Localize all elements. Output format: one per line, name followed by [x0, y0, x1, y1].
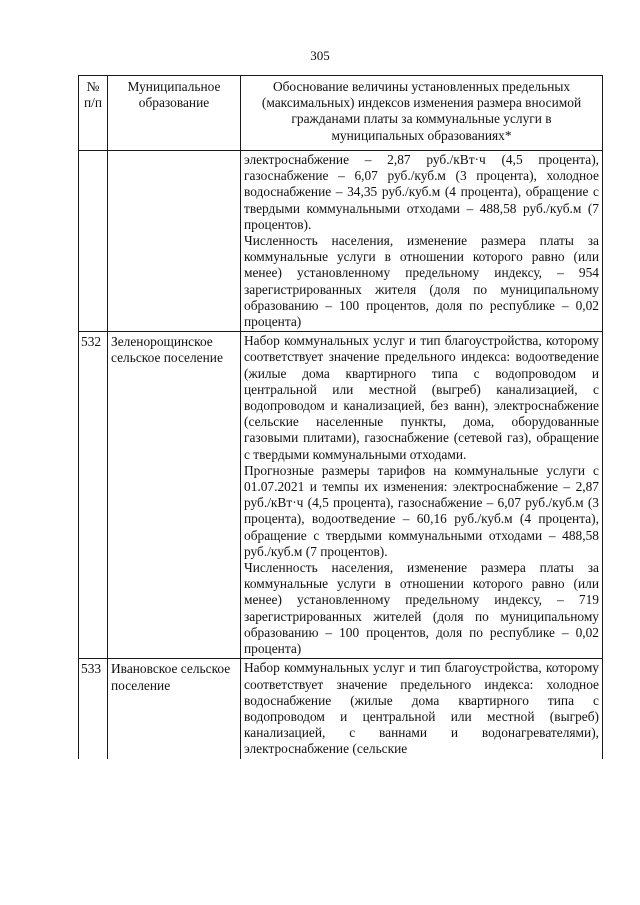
header-municipality: Муниципальное образование — [108, 76, 241, 151]
row-municipality: Зеленорощинское сельское поселение — [108, 332, 241, 659]
row-municipality: Ивановское сельское поселение — [108, 659, 241, 759]
row-municipality — [108, 151, 241, 332]
table-row — [79, 332, 603, 659]
justification-paragraph: Численность населения, изменение размера платы за коммунальные услуги в отношении которого равно (или менее) установленному предельному индексу, – 719 зарегистрированных жителей (доля по муниципальному образованию – 100 процентов, доля по республике – 0,02 процента) — [244, 560, 599, 657]
row-number: 533 — [79, 659, 108, 759]
table-header-row — [79, 76, 603, 151]
header-justification: Обоснование величины установленных предельных (максимальных) индексов изменения размера вносимой гражданами платы за коммунальные услуги в муниципальных образованиях* — [241, 76, 603, 151]
row-justification — [241, 659, 603, 759]
justification-paragraph: Набор коммунальных услуг и тип благоустройства, которому соответствует значение предельного индекса: холодное водоснабжение (жилые дома квартирного типа с водопроводом и центральной или местной (выгреб) канализацией, с ваннами и водонагревателями), электроснабжение (сельские — [244, 660, 599, 757]
justification-paragraph: Прогнозные размеры тарифов на коммунальные услуги с 01.07.2021 и темпы их изменения: электроснабжение – 2,87 руб./кВт·ч (4,5 процента), газоснабжение – 6,07 руб./куб.м (3 процента), водоотведение – 60,16 руб./куб.м (4 процента), обращение с твердыми коммунальными отходами – 488,58 руб./куб.м (7 процентов). — [244, 462, 599, 559]
row-number: 532 — [79, 332, 108, 659]
row-justification — [241, 332, 603, 659]
row-justification — [241, 151, 603, 332]
page-number: 305 — [310, 48, 330, 63]
justification-paragraph: электроснабжение – 2,87 руб./кВт·ч (4,5 процента), газоснабжение – 6,07 руб./куб.м (3 процента), холодное водоснабжение – 34,35 руб./куб.м (4 процента), обращение с твердыми коммунальными отходами – 488,58 руб./куб.м (7 процентов). — [244, 152, 599, 232]
header-num: № п/п — [79, 76, 108, 151]
table-row — [79, 151, 603, 332]
tariff-justification-table — [78, 75, 603, 759]
justification-paragraph: Набор коммунальных услуг и тип благоустройства, которому соответствует значение предельного индекса: водоотведение (жилые дома квартирного типа с водопроводом и центральной или местной (выгреб) канализацией, с водопроводом и канализацией, без ванн), электроснабжение (сельские населенные пункты, дома, оборудованные газовыми плитами), газоснабжение (сетевой газ), обращение с твердыми коммунальными отходами. — [244, 333, 599, 462]
justification-paragraph: Численность населения, изменение размера платы за коммунальные услуги в отношении которого равно (или менее) установленному предельному индексу, – 954 зарегистрированных жителя (доля по муниципальному образованию – 100 процентов, доля по республике – 0,02 процента) — [244, 233, 599, 330]
row-number — [79, 151, 108, 332]
table-row — [79, 659, 603, 759]
